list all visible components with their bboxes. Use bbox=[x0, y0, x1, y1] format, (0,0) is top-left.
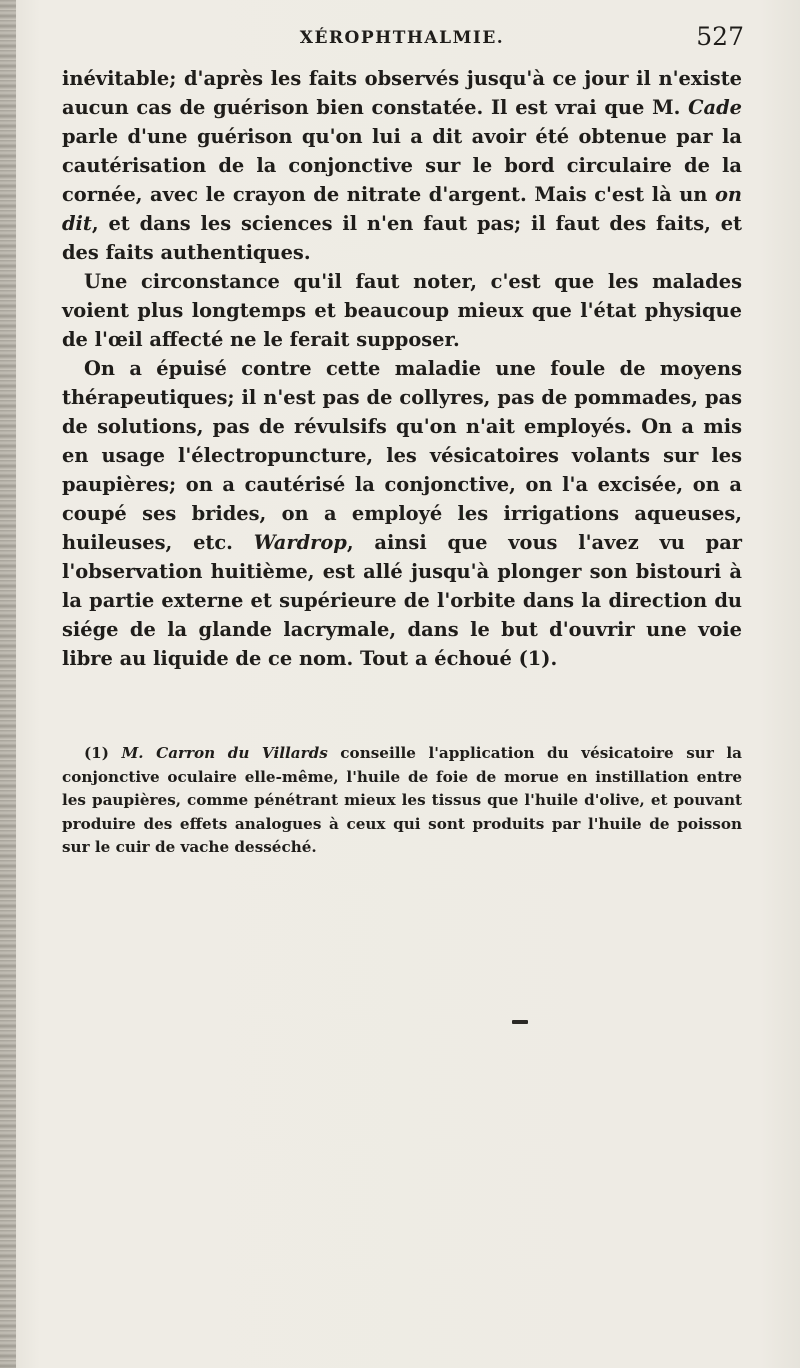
page-header bbox=[60, 22, 744, 58]
paragraph-1-text-c: , et dans les sciences il n'en faut pas; il faut des faits, et des faits authentiques. bbox=[62, 212, 742, 264]
paragraph-3 bbox=[62, 354, 742, 673]
page-number: 527 bbox=[696, 22, 744, 51]
paragraph-2: Une circonstance qu'il faut noter, c'est que les malades voient plus longtemps et beaucoup mieux que l'état physique de l'œil affecté ne le ferait supposer. bbox=[62, 270, 742, 351]
paragraph-3-text-a: On a épuisé contre cette maladie une foule de moyens thérapeutiques; il n'est pas de collyres, pas de pommades, pas de solutions, pas de révulsifs qu'on n'ait employés. On a mis en usage l'électropuncture, les vésicatoires volants sur les paupières; on a cautérisé la conjonctive, on l'a excisée, on a coupé ses brides, on a employé les irrigations aqueuses, huileuses, etc. bbox=[62, 357, 742, 554]
author-name-carron: M. Carron du Villards bbox=[121, 744, 328, 762]
paragraph-1-text-a: inévitable; d'après les faits observés jusqu'à ce jour il n'existe aucun cas de guérison bien constatée. Il est vrai que M. bbox=[62, 67, 742, 119]
paragraph-1 bbox=[62, 64, 742, 267]
footnote-marker: (1) bbox=[84, 744, 122, 762]
phrase-on-dit: on dit bbox=[62, 183, 742, 235]
body-text bbox=[62, 64, 742, 673]
book-spine-edge bbox=[0, 0, 16, 1368]
paragraph-3-text-b: , ainsi que vous l'avez vu par l'observation huitième, est allé jusqu'à plonger son bistouri à la partie externe et supérieure de l'orbite dans la direction du siége de la glande lacrymale, dans le but d'ouvrir une voie libre au liquide de ce nom. Tout a échoué (1). bbox=[62, 531, 742, 670]
running-title: XÉROPHTHALMIE. bbox=[299, 28, 505, 48]
footnote-body: conseille l'application du vésicatoire sur la conjonctive oculaire elle-même, l'huile de foie de morue en instillation entre les paupières, comme pénétrant mieux les tissus que l'huile d'olive, et pouvant produire des effets analogues à ceux qui sont produits par l'huile de poisson sur le cuir de vache desséché. bbox=[62, 744, 742, 856]
footnote-text bbox=[62, 742, 742, 860]
author-name-cade: Cade bbox=[688, 96, 742, 119]
ink-mark bbox=[512, 1020, 528, 1024]
paragraph-1-text-b: parle d'une guérison qu'on lui a dit avoir été obtenue par la cautérisation de la conjonctive sur le bord circulaire de la cornée, avec le crayon de nitrate d'argent. Mais c'est là un bbox=[62, 125, 742, 206]
author-name-wardrop: Wardrop bbox=[253, 531, 347, 554]
footnote bbox=[62, 742, 742, 860]
